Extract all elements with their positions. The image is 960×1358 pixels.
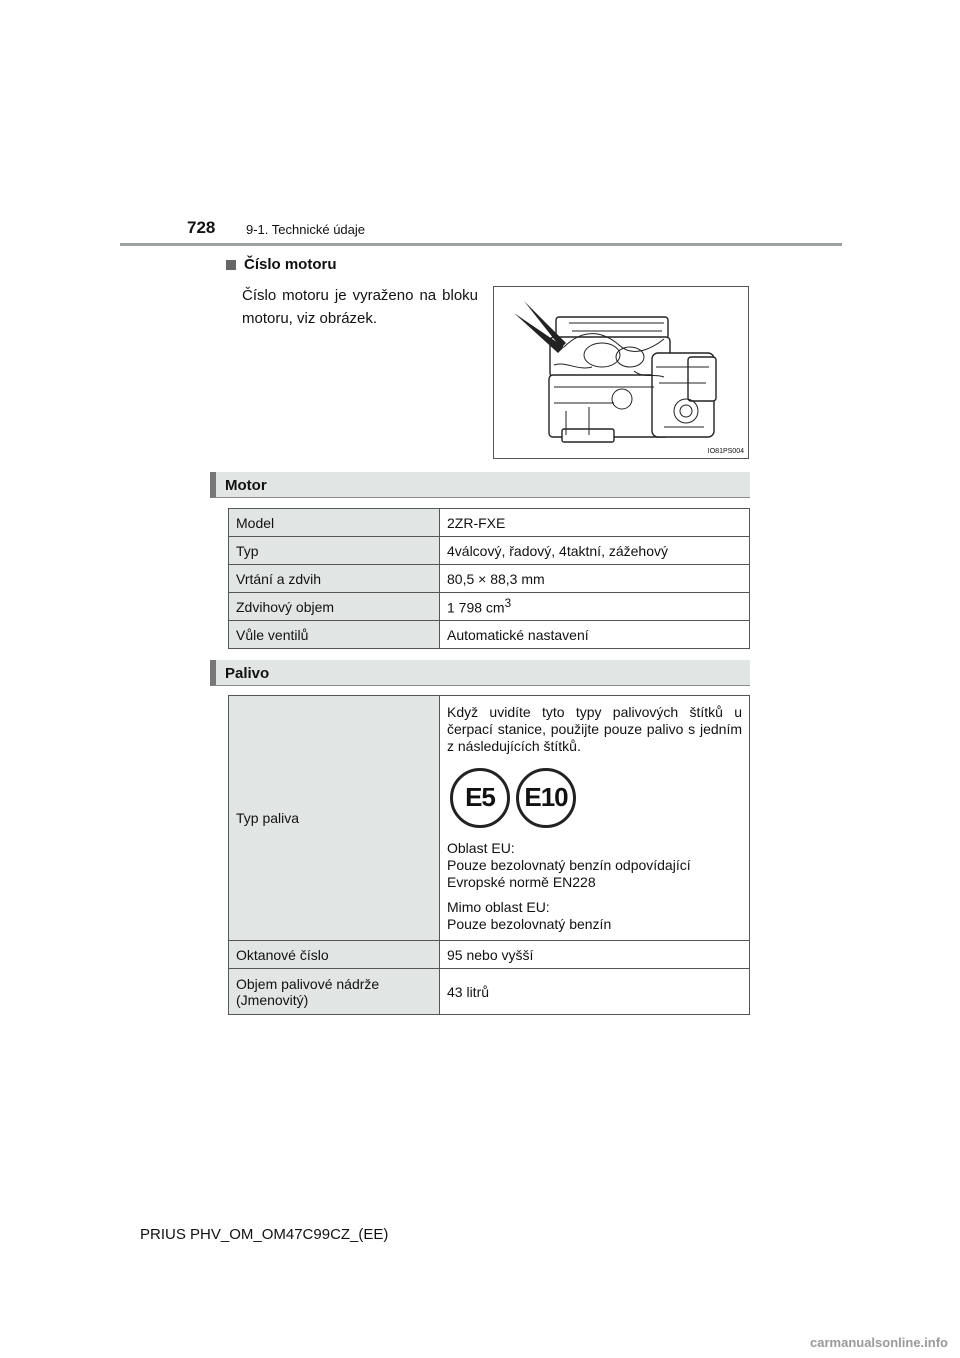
tank-label-line-2: (Jmenovitý) — [236, 991, 309, 1008]
spec-label: Typ — [229, 537, 440, 565]
spec-label: Zdvihový objem — [229, 593, 440, 621]
figure-code: IO81PS004 — [707, 448, 744, 455]
page-number: 728 — [187, 218, 216, 237]
fuel-badges — [450, 768, 742, 828]
table-row — [229, 565, 750, 593]
displacement-unit-exponent: 3 — [504, 597, 512, 611]
eu-fuel-info — [447, 840, 742, 891]
spec-value: 4válcový, řadový, 4taktní, zážehový — [440, 537, 750, 565]
bullet-square-icon — [226, 260, 236, 270]
engine-number-heading — [226, 256, 337, 273]
table-row — [229, 969, 750, 1015]
engine-illustration — [493, 286, 749, 459]
fuel-type-cell — [440, 696, 750, 941]
table-row — [229, 593, 750, 621]
spec-label: Model — [229, 509, 440, 537]
spec-value: 80,5 × 88,3 mm — [440, 565, 750, 593]
table-row — [229, 621, 750, 649]
motor-section-heading — [210, 472, 750, 498]
eu-title: Oblast EU: — [447, 839, 515, 856]
eu-text: Pouze bezolovnatý benzín odpovídající Evropské normě EN228 — [447, 856, 691, 890]
motor-heading: Motor — [225, 477, 267, 494]
spec-label: Oktanové číslo — [229, 941, 440, 969]
fuel-section-heading — [210, 660, 750, 686]
spec-label — [229, 969, 440, 1015]
table-row — [229, 941, 750, 969]
fuel-label-e5-badge: E5 — [450, 768, 510, 828]
spec-label: Vůle ventilů — [229, 621, 440, 649]
non-eu-text: Pouze bezolovnatý benzín — [447, 915, 612, 932]
spec-value: 43 litrů — [440, 969, 750, 1015]
fuel-type-description: Když uvidíte tyto typy palivových štítků u čerpací stanice, použijte pouze palivo s jedním z následujících štítků. — [447, 703, 742, 754]
spec-value: 2ZR-FXE — [440, 509, 750, 537]
engine-number-text: Číslo motoru je vyraženo na bloku motoru, viz obrázek. — [242, 287, 478, 327]
fuel-heading: Palivo — [225, 665, 270, 682]
spec-label: Vrtání a zdvih — [229, 565, 440, 593]
engine-block-drawing — [494, 287, 749, 459]
spec-value: 95 nebo vyšší — [440, 941, 750, 969]
header-divider — [120, 243, 842, 246]
non-eu-title: Mimo oblast EU: — [447, 898, 550, 915]
fuel-spec-table — [228, 695, 750, 1015]
table-row — [229, 696, 750, 941]
watermark: carmanualsonline.info — [810, 1335, 948, 1350]
engine-number-title: Číslo motoru — [244, 256, 337, 273]
motor-spec-table — [228, 508, 750, 649]
spec-label: Typ paliva — [229, 696, 440, 941]
displacement-value: 1 798 cm — [447, 599, 505, 616]
spec-value — [440, 593, 750, 621]
table-row — [229, 509, 750, 537]
table-row — [229, 537, 750, 565]
fuel-label-e10-badge: E10 — [516, 768, 576, 828]
document-code: PRIUS PHV_OM_OM47C99CZ_(EE) — [140, 1226, 389, 1243]
chapter-title: 9-1. Technické údaje — [246, 222, 366, 237]
tank-label-line-1: Objem palivové nádrže — [236, 975, 380, 992]
spec-value: Automatické nastavení — [440, 621, 750, 649]
non-eu-fuel-info — [447, 899, 742, 933]
